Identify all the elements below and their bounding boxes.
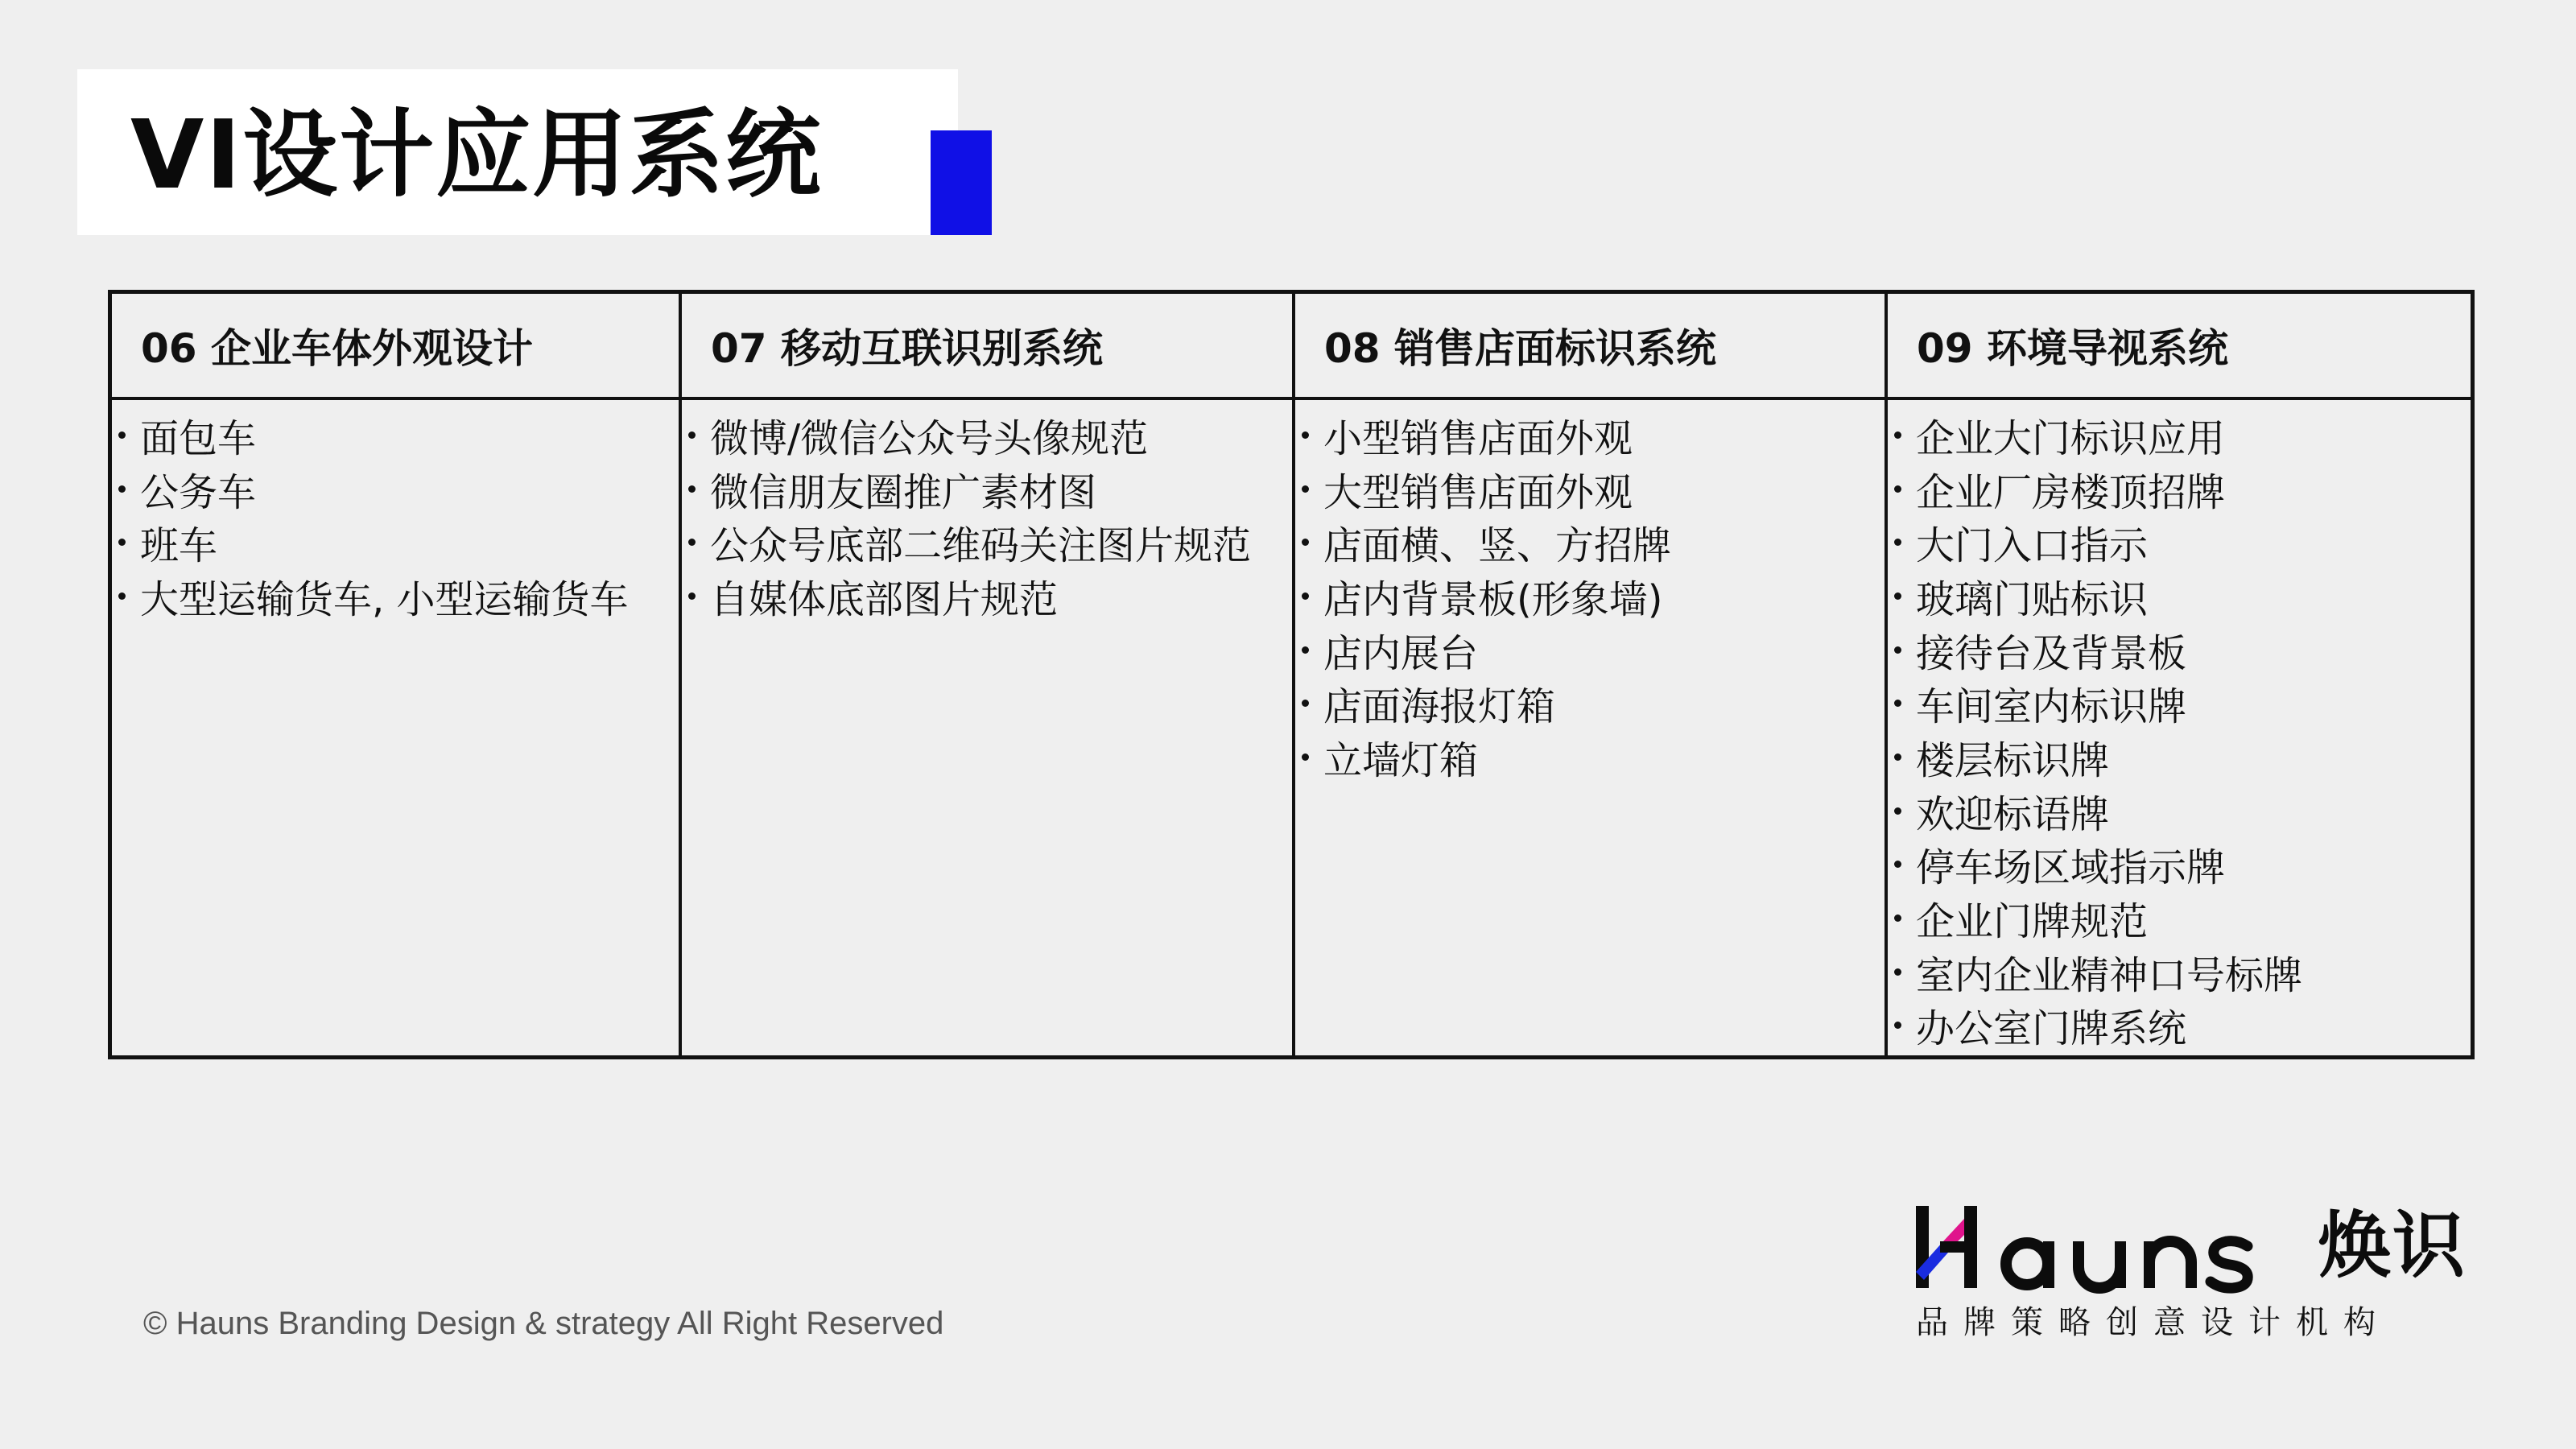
bullet-icon [1302,592,1309,600]
hauns-wordmark-logo [1916,1206,2302,1294]
bullet-icon [1302,539,1309,546]
list-item [1894,999,2471,1053]
bullet-icon [688,485,696,493]
list-item [1894,730,2471,784]
column-list-08 [1295,400,1888,1055]
list-item-label: 办公室门牌系统 [1916,1006,2187,1052]
list-item-label: 店内展台 [1323,630,1479,676]
bullet-icon [1894,485,1901,493]
column-header-09: 09 环境导视系统 [1888,294,2471,400]
column-list-06 [112,400,682,1055]
bullet-icon [1302,431,1309,439]
list-item [688,569,1292,623]
list-item-label: 车间室内标识牌 [1916,684,2187,730]
list-item-label: 自媒体底部图片规范 [710,576,1059,622]
list-item-label: 班车 [140,523,218,569]
bullet-icon [118,539,126,546]
list-item-label: 欢迎标语牌 [1916,791,2110,837]
list-item [1894,515,2471,569]
list-item [1894,945,2471,999]
bullet-icon [1302,646,1309,654]
list-item [1894,838,2471,892]
vi-system-table [108,290,2475,1059]
list-item-label: 企业门牌规范 [1916,899,2149,945]
list-item [118,569,679,623]
bullet-icon [118,431,126,439]
list-item [1302,730,1885,784]
list-item-label: 室内企业精神口号标牌 [1916,952,2303,998]
list-item-label: 店面海报灯箱 [1323,684,1556,730]
list-item [1302,569,1885,623]
bullet-icon [118,485,126,493]
list-item [1894,408,2471,462]
list-item-label: 店内背景板(形象墙) [1323,576,1663,622]
list-item [1894,569,2471,623]
list-item-label: 大型运输货车, 小型运输货车 [140,576,629,622]
bullet-icon [688,539,696,546]
title-box [77,69,958,235]
bullet-icon [118,592,126,600]
logo-tagline: 品牌策略创意设计机构 [1916,1304,2391,1341]
list-item [688,408,1292,462]
list-item-label: 小型销售店面外观 [1323,415,1633,461]
copyright-text: © Hauns Branding Design & strategy All Right Reserved [143,1306,944,1341]
bullet-icon [1894,592,1901,600]
list-item-label: 玻璃门贴标识 [1916,576,2149,622]
column-header-07: 07 移动互联识别系统 [682,294,1295,400]
list-item-label: 立墙灯箱 [1323,737,1479,783]
bullet-icon [1894,914,1901,922]
accent-square [931,130,992,235]
list-item-label: 公务车 [140,469,257,515]
list-item [1302,676,1885,730]
list-item-label: 面包车 [140,415,257,461]
list-item [118,408,679,462]
bullet-icon [1894,861,1901,868]
list-item [1894,784,2471,838]
list-item [1894,462,2471,516]
bullet-icon [1894,646,1901,654]
list-item-label: 微博/微信公众号头像规范 [710,415,1149,461]
list-item-label: 大门入口指示 [1916,523,2149,569]
bullet-icon [1894,968,1901,976]
list-item-label: 企业厂房楼顶招牌 [1916,469,2226,515]
list-item [1302,408,1885,462]
list-item [118,515,679,569]
bullet-icon [1894,753,1901,761]
bullet-icon [1894,700,1901,707]
list-item [1894,891,2471,945]
bullet-icon [1302,485,1309,493]
logo-chinese-name: 焕识 [2318,1203,2467,1288]
list-item-label: 大型销售店面外观 [1323,469,1633,515]
list-item-label: 微信朋友圈推广素材图 [710,469,1097,515]
column-list-09 [1888,400,2471,1055]
column-list-07 [682,400,1295,1055]
page-title: VI设计应用系统 [130,99,823,210]
bullet-icon [1894,1022,1901,1029]
bullet-icon [688,431,696,439]
hauns-logo [1916,1198,2467,1351]
list-item-label: 企业大门标识应用 [1916,415,2226,461]
list-item-label: 停车场区域指示牌 [1916,845,2226,891]
list-item-label: 楼层标识牌 [1916,737,2110,783]
list-item [1302,515,1885,569]
column-header-06: 06 企业车体外观设计 [112,294,682,400]
list-item [1302,462,1885,516]
bullet-icon [1894,539,1901,546]
list-item [688,462,1292,516]
list-item [1894,676,2471,730]
list-item-label: 店面横、竖、方招牌 [1323,523,1672,569]
list-item [688,515,1292,569]
list-item [1894,623,2471,677]
list-item [118,462,679,516]
list-item-label: 公众号底部二维码关注图片规范 [710,523,1252,569]
bullet-icon [1894,807,1901,815]
list-item [1302,623,1885,677]
bullet-icon [1302,753,1309,761]
bullet-icon [688,592,696,600]
bullet-icon [1894,431,1901,439]
bullet-icon [1302,700,1309,707]
list-item-label: 接待台及背景板 [1916,630,2187,676]
column-header-08: 08 销售店面标识系统 [1295,294,1888,400]
